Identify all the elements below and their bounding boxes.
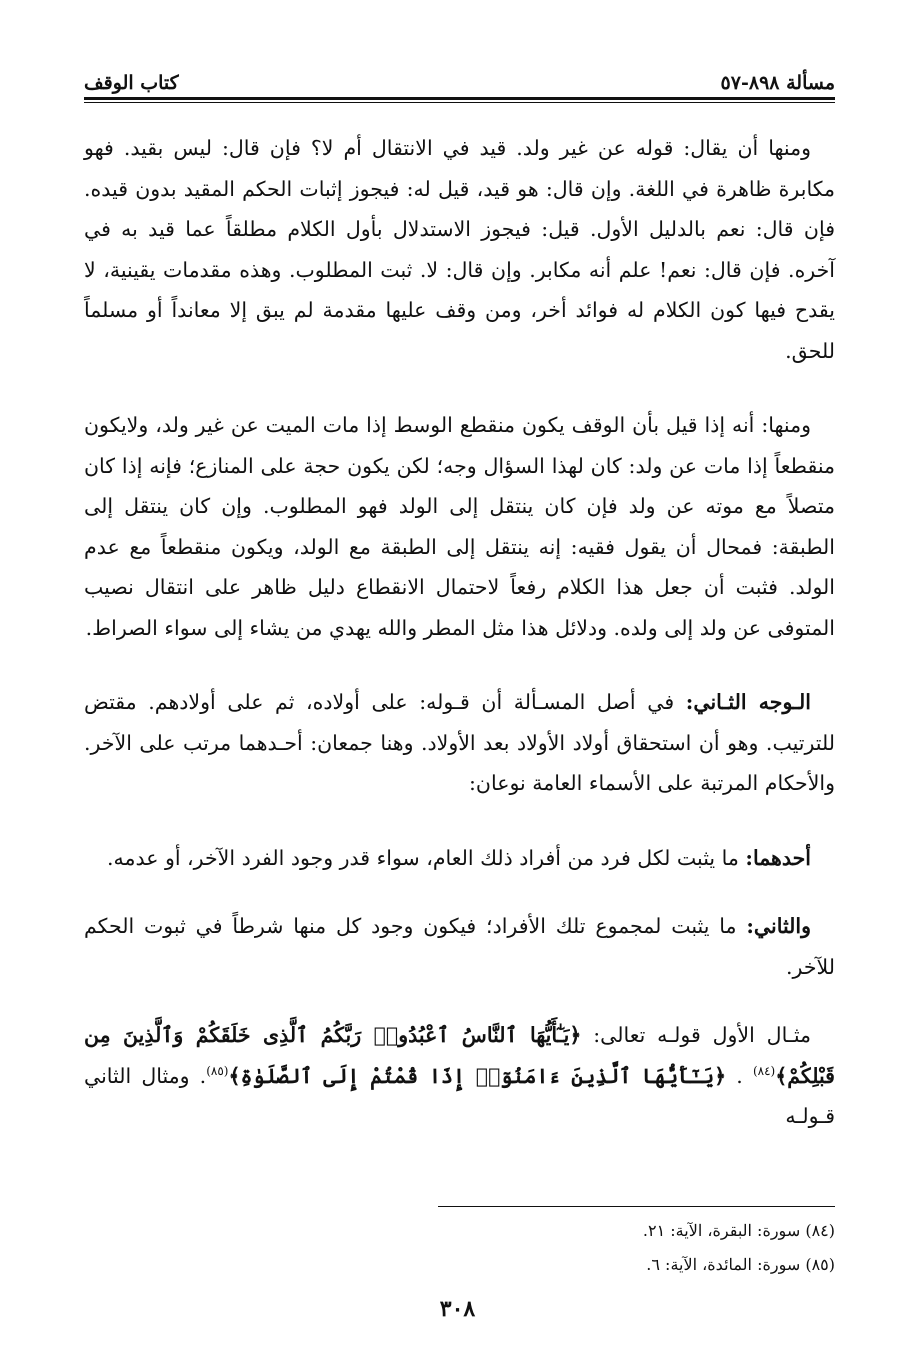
paragraph-3-text: في أصل المسـألة أن قـوله: على أولاده، ثم على أولادهم. مقتض للترتيب. وهو أن استحقاق أولاد الأولاد بعد الأولاد. وهنا جمعان: أحـدهما مرتب على الآخر. والأحكام المرتبة على الأسماء العامة نوعان: [84,690,835,795]
paragraph-gap [84,804,835,838]
paragraph-5-text: ما يثبت لمجموع تلك الأفراد؛ فيكون وجود كل منها شرطاً في ثبوت الحكم للآخر. [84,914,835,979]
paragraph-5 [84,906,835,987]
header-rule-thick [84,97,835,100]
footnote-ref-84[interactable]: (٨٤) [752,1063,776,1078]
paragraph-6-outro: . ومثال الثاني قـولـه [84,1063,835,1128]
paragraph-4-text: ما يثبت لكل فرد من أفراد ذلك العام، سواء قدر وجود الفرد الآخر، أو عدمه. [106,845,746,870]
paragraph-gap [84,648,835,682]
quran-verse-2: ﴿يَـٰٓأَيُّهَا ٱلَّذِينَ ءَامَنُوٓا۟ إِذَا قُمْتُمْ إِلَى ٱلصَّلَوٰةِ﴾ [228,1063,727,1088]
page-number: ٣٠٨ [439,1296,476,1322]
paragraph-gap [84,878,835,906]
main-text [84,128,835,1137]
paragraph-3-heading: الـوجه الثـاني: [685,690,811,714]
paragraph-3 [84,682,835,804]
footnote-84: (٨٤) سورة: البقرة، الآية: ٢١. [642,1221,835,1240]
paragraph-2: ومنها: أنه إذا قيل بأن الوقف يكون منقطع الوسط إذا مات الميت عن غير ولد، ولايكون منقطعاً إذا مات عن ولد: كان لهذا السؤال وجه؛ لكن يكون حجة على المنازع؛ فإنه إذا كان متصلاً مع موته عن ولد فإن كان ينتقل إلى الولد فهو المطلوب. وإن كان ينتقل إلى الطبقة: فمحال أن يقول فقيه: إنه ينتقل إلى الطبقة مع الولد، ويكون منقطعاً مع عدم الولد. فثبت أن جعل هذا الكلام رفعاً لاحتمال الانقطاع دليل ظاهر على انتقال نصيب المتوفى عن ولد إلى ولده. ودلائل هذا مثل المطر والله يهدي من يشاء إلى سواء الصراط. [84,413,835,640]
running-header [84,60,835,94]
header-chapter-title: كتاب الوقف [84,72,179,94]
footnote-85: (٨٥) سورة: المائدة، الآية: ٦. [646,1255,835,1274]
header-rule-thin [84,102,835,103]
paragraph-1: ومنها أن يقال: قوله عن غير ولد. قيد في الانتقال أم لا؟ فإن قال: ليس بقيد. فهو مكابرة ظاهرة في اللغة. وإن قال: هو قيد، قيل له: فيجوز إثبات الحكم المقيد بدون قيده. فإن قال: نعم بالدليل الأول. قيل: فيجوز الاستدلال بأول الكلام مطلقاً عما قيد به في آخره. فإن قال: نعم! علم أنه مكابر. وإن قال: لا. ثبت المطلوب. وهذه مقدمات يقينية، لا يقدح فيها كون الكلام له فوائد أخر، ومن وقف عليها مقدمة لم يبق إلا معانداً أو مسلماً للحق. [84,136,835,363]
header-issue-number: مسألة ٨٩٨-٥٧ [720,72,835,94]
paragraph-6: مثـال الأول قولـه تعالى: ﴿يَـٰٓأَيُّهَا ٱلنَّاسُ ٱعْبُدُوا۟ رَبَّكُمُ ٱلَّذِى خَلَقَكُمْ وَٱلَّذِينَ مِن قَبْلِكُمْ﴾$^{(٨٤)}$ . ﴿يَـٰٓأَيُّهَا ٱلَّذِينَ ءَامَنُوٓا۟ إِذَا قُمْتُمْ إِلَى ٱلصَّلَوٰةِ﴾$^{(٨٥)}$. ومثال الثاني قـولـه [84,1023,835,1128]
quran-verse-1: ﴿يَـٰٓأَيُّهَا ٱلنَّاسُ ٱعْبُدُوا۟ رَبَّكُمُ ٱلَّذِى خَلَقَكُمْ وَٱلَّذِينَ مِن قَبْلِكُمْ﴾ [84,1023,835,1088]
paragraph-6-intro: مثـال الأول قولـه تعالى: [581,1023,811,1047]
footnotes [84,1214,835,1282]
paragraph-5-heading: والثاني: [746,914,811,938]
footnote-divider [438,1206,835,1207]
paragraph-4 [84,838,835,879]
paragraph-4-heading: أحدهما: [745,845,811,870]
paragraph-gap [84,987,835,1015]
footnote-ref-85[interactable]: (٨٥) [206,1063,229,1078]
paragraph-gap [84,371,835,405]
